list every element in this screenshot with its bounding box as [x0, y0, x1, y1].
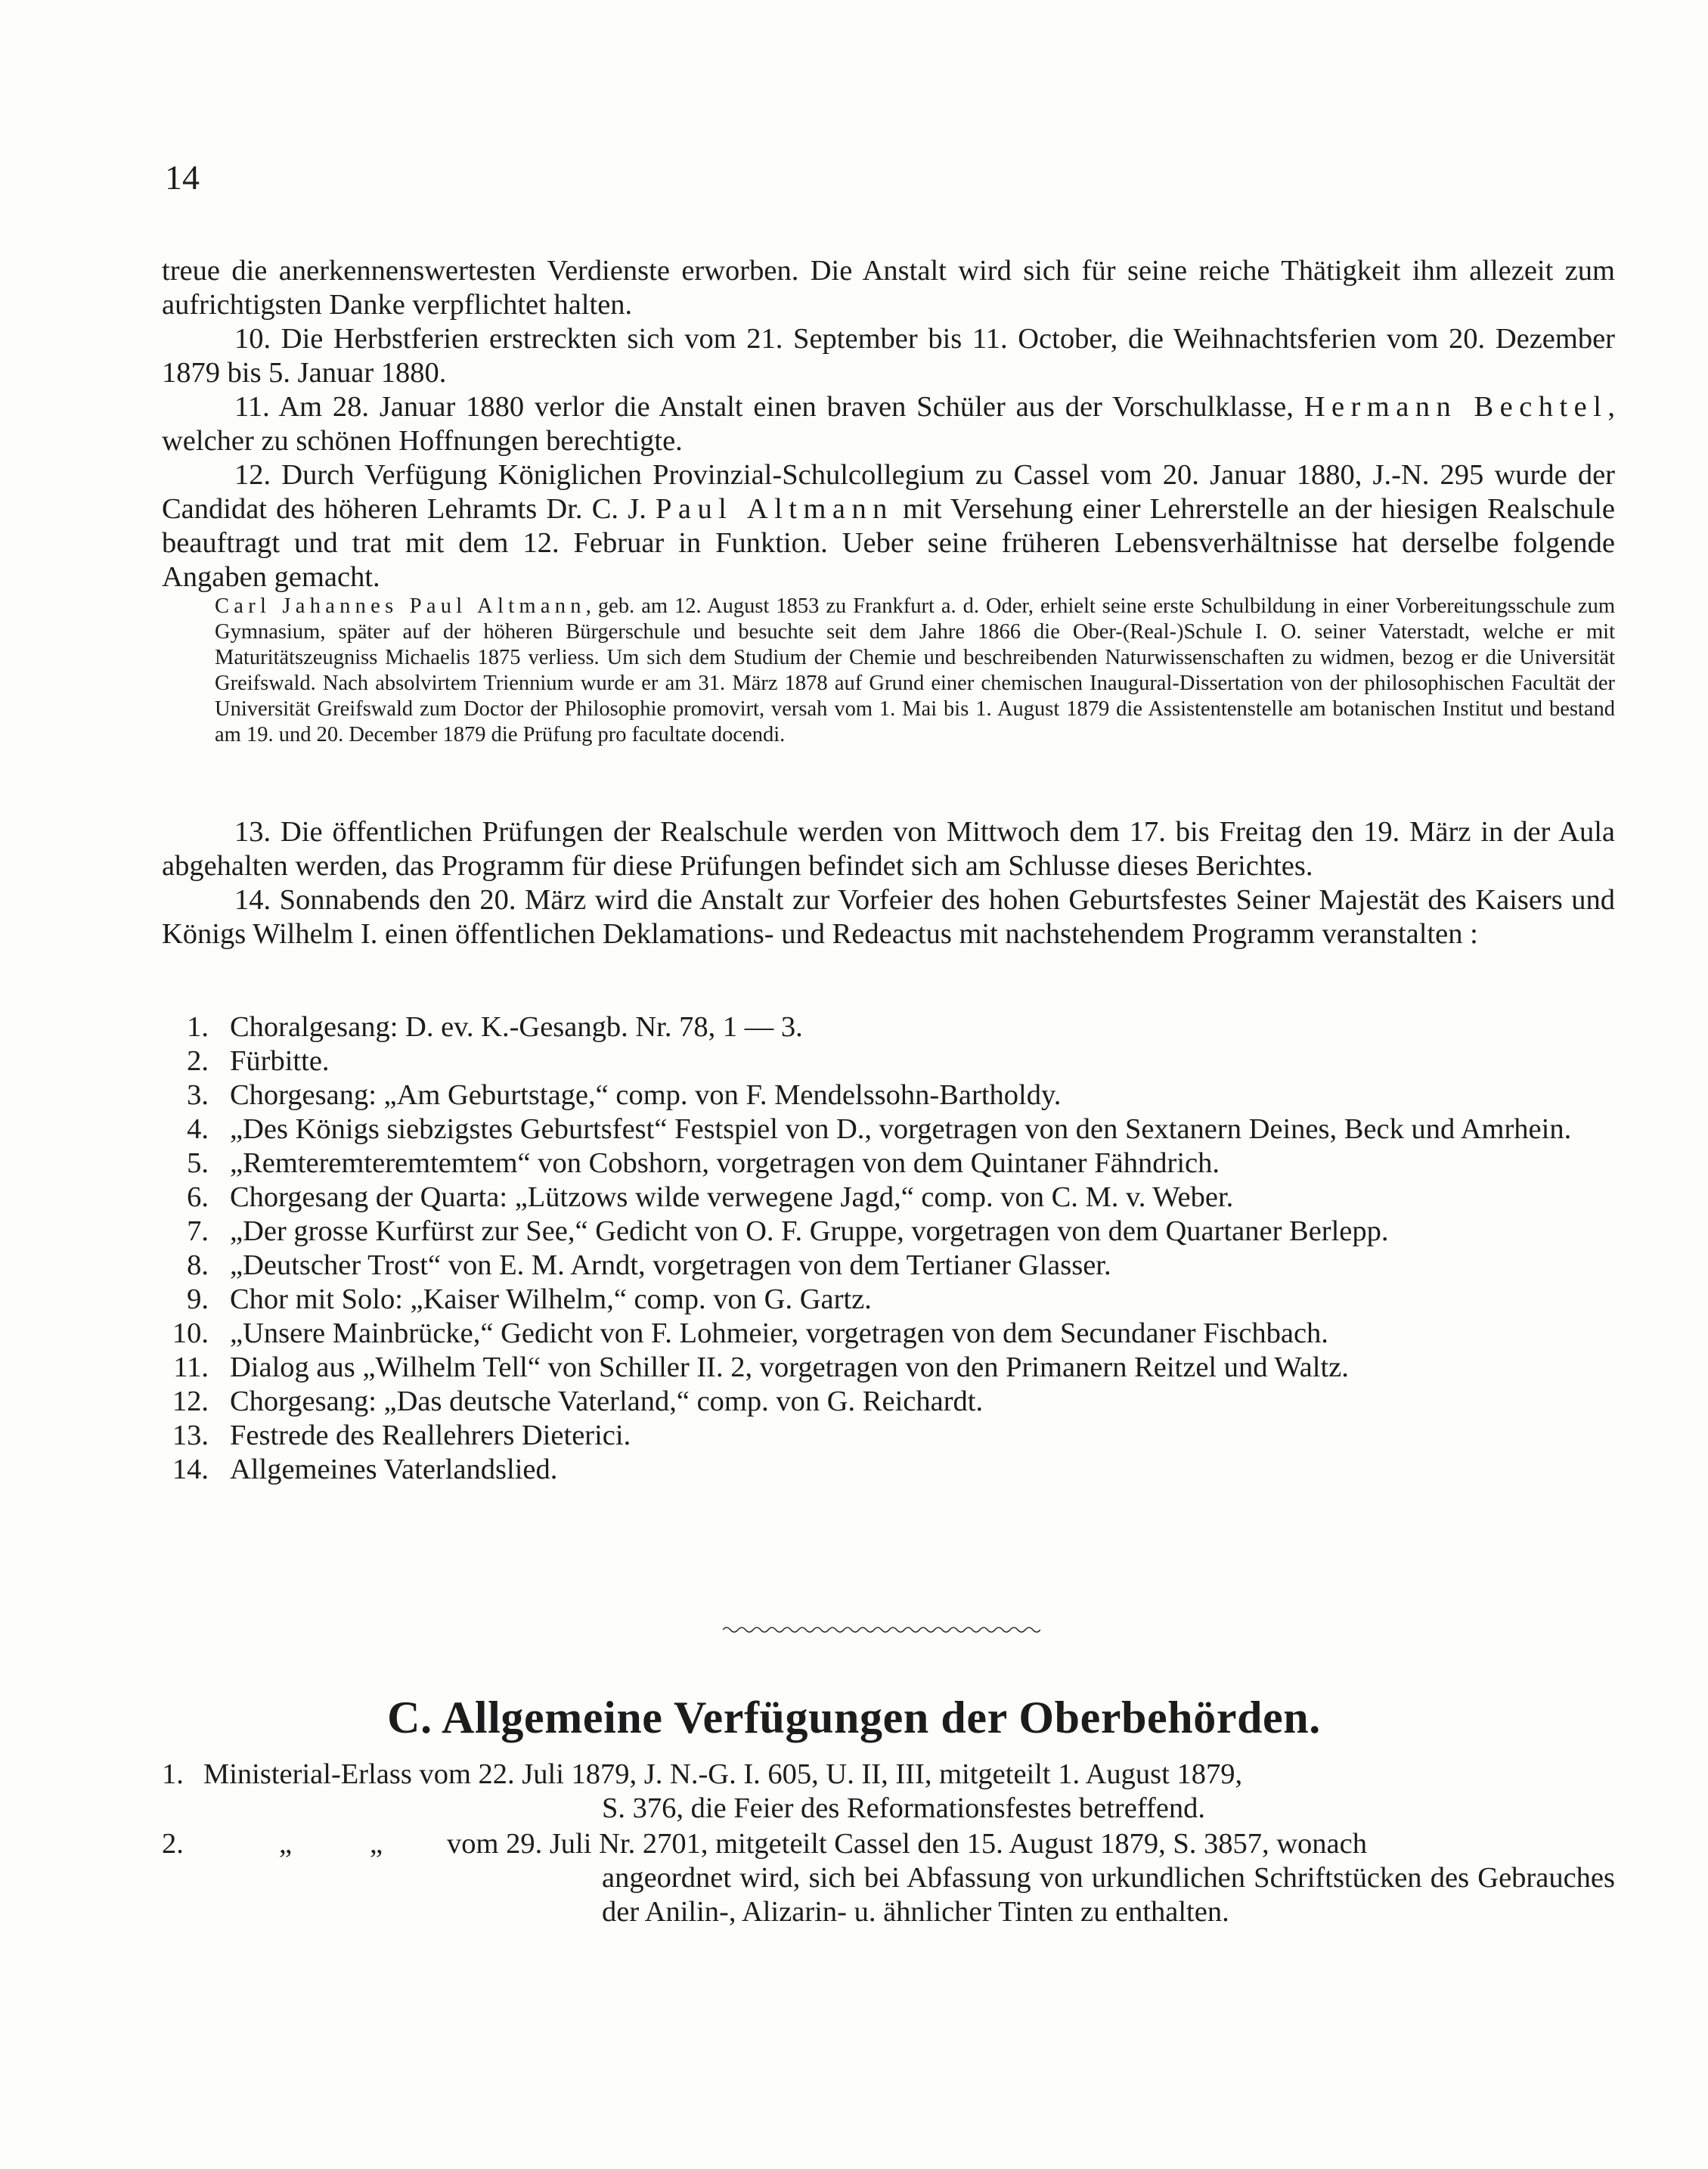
program-item: [162, 1317, 1615, 1351]
paragraph-12: [162, 458, 1615, 594]
biography-block: [215, 594, 1615, 748]
program-item-text: „Deutscher Trost“ von E. M. Arndt, vorgetragen von dem Tertianer Glasser.: [230, 1249, 1111, 1281]
program-item-number: 3.: [187, 1079, 209, 1111]
program-item-number: 10.: [172, 1317, 209, 1349]
paragraph-11: [162, 390, 1615, 458]
program-item: [162, 1078, 1615, 1112]
decree-continuation: S. 376, die Feier des Reformationsfestes betreffend.: [602, 1792, 1205, 1824]
program-item-text: „Unsere Mainbrücke,“ Gedicht von F. Lohmeier, vorgetragen von dem Secundaner Fischbach.: [230, 1317, 1328, 1349]
program-item-number: 13.: [172, 1420, 209, 1451]
decree-number: 2.: [162, 1828, 184, 1860]
program-item-number: 9.: [187, 1283, 209, 1315]
paragraph-13: 13. Die öffentlichen Prüfungen der Realschule werden von Mittwoch dem 17. bis Freitag den 19. März in der Aula abgehalten werden, das Programm für diese Prüfungen befindet sich am Schlusse dieses Berichtes.: [162, 816, 1615, 882]
biography-text: , geb. am 12. August 1853 zu Frankfurt a. d. Oder, erhielt seine erste Schulbildung in einer Vorbereitungsschule zum Gymnasium, später auf der höheren Bürgerschule und besuchte seit dem Jahre 1866 die Ober-(Real-)Schule I. O. seiner Vaterstadt, welche er mit Maturitätszeugniss Michaelis 1875 verliess. Um sich dem Studium der Chemie und beschreibenden Naturwissenschaften zu widmen, bezog er die Universität Greifswald. Nach absolvirtem Triennium wurde er am 31. März 1878 auf Grund einer chemischen Inaugural-Dissertation von der philosophischen Facultät der Universität Greifswald zum Doctor der Philosophie promovirt, versah vom 1. Mai bis 1. August 1879 die Assistentenstelle am botanischen Institut und bestand am 19. und 20. December 1879 die Prüfung pro facultate docendi.: [215, 594, 1615, 746]
decree-continuation: angeordnet wird, sich bei Abfassung von urkundlichen Schriftstücken des Gebrauches der Anilin-, Alizarin- u. ähnlicher Tinten zu enthalten.: [602, 1862, 1615, 1928]
ditto-mark: „: [279, 1828, 293, 1860]
program-item-text: „Remteremteremtemtem“ von Cobshorn, vorgetragen von dem Quintaner Fähndrich.: [230, 1147, 1220, 1179]
decree-item: [162, 1758, 1615, 1826]
decree-head: Ministerial-Erlass vom 22. Juli 1879, J. N.-G. I. 605, U. II, III, mitgeteilt 1. August 1879,: [203, 1758, 1243, 1790]
program-item: [162, 1249, 1615, 1283]
biography-name: Carl Jahannes Paul Altmann: [215, 594, 586, 618]
program-list: [162, 1010, 1615, 1487]
intro-section: [162, 254, 1615, 594]
paragraph-11-text-b: , welcher zu schönen Hoffnungen berechtigte.: [162, 391, 1616, 457]
program-item: [162, 1215, 1615, 1249]
program-item-text: „Der grosse Kurfürst zur See,“ Gedicht von O. F. Gruppe, vorgetragen von dem Quartaner Berlepp.: [230, 1215, 1389, 1247]
page-number: 14: [165, 158, 200, 197]
program-item: [162, 1419, 1615, 1453]
student-name: Hermann Bechtel: [1303, 391, 1608, 423]
program-item-text: Allgemeines Vaterlandslied.: [230, 1454, 558, 1485]
paragraph-11-text-a: 11. Am 28. Januar 1880 verlor die Anstalt einen braven Schüler aus der Vorschulklasse,: [234, 391, 1294, 423]
program-item-number: 14.: [172, 1454, 209, 1485]
program-item-text: Choralgesang: D. ev. K.-Gesangb. Nr. 78, 1 — 3.: [230, 1011, 803, 1043]
program-item: [162, 1453, 1615, 1487]
program-item-number: 12.: [172, 1385, 209, 1417]
section-heading: C. Allgemeine Verfügungen der Oberbehörden.: [387, 1693, 1321, 1742]
paragraph-14: 14. Sonnabends den 20. März wird die Anstalt zur Vorfeier des hohen Geburtsfestes Seiner Majestät des Kaisers und Königs Wilhelm I. einen öffentlichen Deklamations- und Redeactus mit nachstehendem Programm veranstalten :: [162, 884, 1615, 950]
decree-head: vom 29. Juli Nr. 2701, mitgeteilt Cassel den 15. August 1879, S. 3857, wonach: [447, 1828, 1367, 1860]
program-item-number: 7.: [187, 1215, 209, 1247]
paragraph-12-text-b: mit Versehung einer Lehrerstelle an der hiesigen Realschule beauftragt und trat mit dem 12. Februar in Funktion. Ueber seine früheren Lebensverhältnisse hat derselbe folgende Angaben gemacht.: [162, 493, 1615, 593]
program-item: [162, 1112, 1615, 1147]
program-item-text: „Des Königs siebzigstes Geburtsfest“ Festspiel von D., vorgetragen von den Sextanern Deines, Beck und Amrhein.: [230, 1113, 1572, 1145]
program-item-number: 1.: [187, 1011, 209, 1043]
program-item-number: 2.: [187, 1045, 209, 1077]
program-item: [162, 1351, 1615, 1385]
program-item: [162, 1044, 1615, 1078]
program-item-number: 6.: [187, 1181, 209, 1213]
program-item-number: 5.: [187, 1147, 209, 1179]
decree-list: [162, 1758, 1615, 1931]
ditto-mark: „: [370, 1828, 383, 1860]
program-item: [162, 1147, 1615, 1181]
program-item-text: Chorgesang der Quarta: „Lützows wilde verwegene Jagd,“ comp. von C. M. v. Weber.: [230, 1181, 1234, 1213]
program-item-number: 11.: [173, 1351, 209, 1383]
program-item-number: 4.: [187, 1113, 209, 1145]
program-item-text: Fürbitte.: [230, 1045, 330, 1077]
decree-head-line: [162, 1827, 1615, 1861]
program-item-text: Festrede des Reallehrers Dieterici.: [230, 1420, 631, 1451]
wavy-divider: [723, 1624, 1040, 1635]
paragraph-continuation: treue die anerkennenswertesten Verdienste erworben. Die Anstalt wird sich für seine reiche Thätigkeit ihm allezeit zum aufrichtigsten Danke verpflichtet halten.: [162, 255, 1615, 321]
biography-paragraph: [215, 594, 1615, 748]
program-item-number: 8.: [187, 1249, 209, 1281]
program-item-text: Chorgesang: „Das deutsche Vaterland,“ comp. von G. Reichardt.: [230, 1385, 984, 1417]
teacher-name: Paul Altmann: [656, 493, 894, 525]
paragraph-12-text-a: 12. Durch Verfügung Königlichen Provinzial-Schulcollegium zu Cassel vom 20. Januar 1880, J.-N. 295 wurde der Candidat des höheren Lehramts Dr. C. J.: [162, 459, 1615, 525]
program-item: [162, 1010, 1615, 1044]
decree-number: 1.: [162, 1758, 184, 1790]
middle-section: [162, 815, 1615, 951]
program-item-text: Chorgesang: „Am Geburtstage,“ comp. von F. Mendelssohn-Bartholdy.: [230, 1079, 1062, 1111]
program-item: [162, 1283, 1615, 1317]
program-item: [162, 1181, 1615, 1215]
decree-item: [162, 1827, 1615, 1929]
paragraph-10: 10. Die Herbstferien erstreckten sich vom 21. September bis 11. October, die Weihnachtsferien vom 20. Dezember 1879 bis 5. Januar 1880.: [162, 323, 1615, 389]
program-item-text: Dialog aus „Wilhelm Tell“ von Schiller II. 2, vorgetragen von den Primanern Reitzel und Waltz.: [230, 1351, 1349, 1383]
program-item: [162, 1385, 1615, 1419]
program-item-text: Chor mit Solo: „Kaiser Wilhelm,“ comp. von G. Gartz.: [230, 1283, 872, 1315]
